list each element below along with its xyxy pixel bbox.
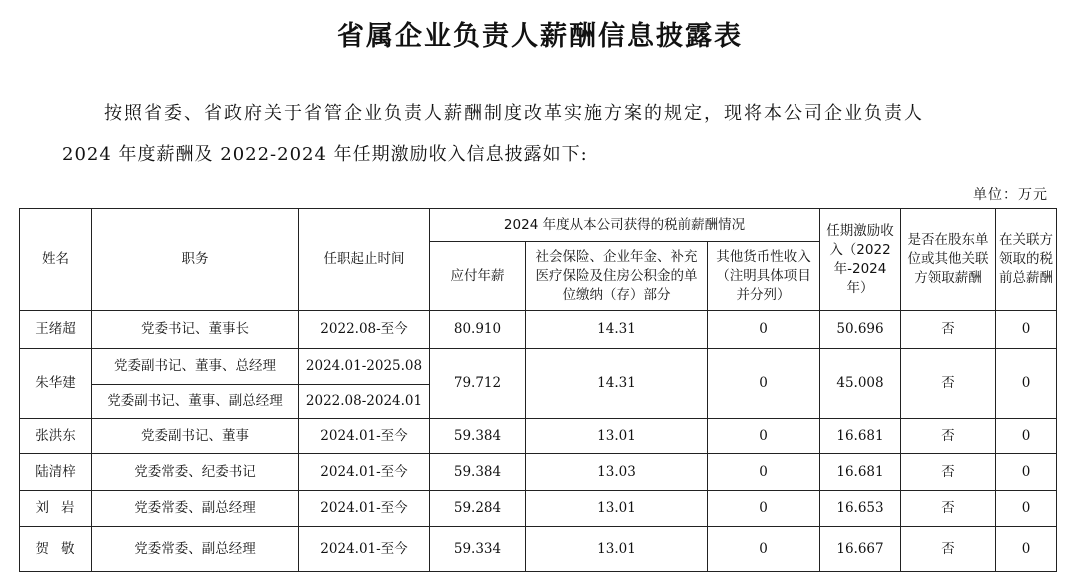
- header-incentive: 任期激励收入（2022 年-2024 年）: [820, 209, 901, 311]
- cell-position: 党委副书记、董事、副总经理: [92, 385, 299, 419]
- page-title: 省属企业负责人薪酬信息披露表: [337, 21, 743, 52]
- header-related-total: 在关联方领取的税前总薪酬: [996, 209, 1057, 311]
- header-other: 其他货币性收入（注明具体项目并分列）: [708, 242, 820, 311]
- table-row: [20, 311, 1057, 349]
- cell-term: 2024.01-至今: [299, 491, 430, 527]
- cell-other: 0: [708, 527, 820, 572]
- cell-other: 0: [708, 349, 820, 419]
- cell-other: 0: [708, 454, 820, 491]
- cell-related: 否: [901, 349, 996, 419]
- cell-related-total: 0: [996, 491, 1057, 527]
- header-salary-group: 2024 年度从本公司获得的税前薪酬情况: [430, 209, 820, 242]
- cell-term: 2024.01-至今: [299, 527, 430, 572]
- intro-line-1: 按照省委、省政府关于省管企业负责人薪酬制度改革实施方案的规定，现将本公司企业负责人: [104, 103, 924, 124]
- cell-salary: 59.384: [430, 454, 526, 491]
- cell-name: 刘岩: [20, 491, 92, 527]
- cell-social: 13.03: [526, 454, 708, 491]
- cell-salary: 59.334: [430, 527, 526, 572]
- table-row: [20, 349, 1057, 385]
- table-row: [20, 454, 1057, 491]
- cell-social: 13.01: [526, 491, 708, 527]
- salary-disclosure-table: [19, 208, 1057, 572]
- intro-line-2: 2024 年度薪酬及 2022-2024 年任期激励收入信息披露如下:: [62, 144, 588, 165]
- cell-salary: 80.910: [430, 311, 526, 349]
- cell-position: 党委书记、董事长: [92, 311, 299, 349]
- cell-related: 否: [901, 491, 996, 527]
- cell-salary: 59.284: [430, 491, 526, 527]
- header-salary: 应付年薪: [430, 242, 526, 311]
- unit-label: 单位：万元: [973, 187, 1048, 203]
- cell-position: 党委常委、副总经理: [92, 527, 299, 572]
- cell-incentive: 16.681: [820, 454, 901, 491]
- cell-related-total: 0: [996, 527, 1057, 572]
- table-row: [20, 491, 1057, 527]
- table-row: [20, 527, 1057, 572]
- cell-social: 13.01: [526, 419, 708, 454]
- cell-related: 否: [901, 527, 996, 572]
- cell-social: 14.31: [526, 311, 708, 349]
- cell-term: 2022.08-至今: [299, 311, 430, 349]
- cell-name: 朱华建: [20, 349, 92, 419]
- cell-other: 0: [708, 419, 820, 454]
- cell-related: 否: [901, 311, 996, 349]
- cell-social: 13.01: [526, 527, 708, 572]
- cell-salary: 79.712: [430, 349, 526, 419]
- cell-term: 2024.01-至今: [299, 454, 430, 491]
- cell-name: 陆清梓: [20, 454, 92, 491]
- cell-position: 党委常委、副总经理: [92, 491, 299, 527]
- cell-social: 14.31: [526, 349, 708, 419]
- header-term: 任职起止时间: [299, 209, 430, 311]
- cell-other: 0: [708, 311, 820, 349]
- cell-incentive: 50.696: [820, 311, 901, 349]
- cell-other: 0: [708, 491, 820, 527]
- table-row: [20, 419, 1057, 454]
- header-related: 是否在股东单位或其他关联方领取薪酬: [901, 209, 996, 311]
- cell-name: 王绪超: [20, 311, 92, 349]
- cell-position: 党委副书记、董事: [92, 419, 299, 454]
- cell-name: 贺敬: [20, 527, 92, 572]
- header-social: 社会保险、企业年金、补充医疗保险及住房公积金的单位缴纳（存）部分: [526, 242, 708, 311]
- cell-position: 党委副书记、董事、总经理: [92, 349, 299, 385]
- cell-position: 党委常委、纪委书记: [92, 454, 299, 491]
- cell-related: 否: [901, 419, 996, 454]
- header-name: 姓名: [20, 209, 92, 311]
- cell-related-total: 0: [996, 349, 1057, 419]
- cell-related-total: 0: [996, 454, 1057, 491]
- cell-related-total: 0: [996, 419, 1057, 454]
- cell-incentive: 45.008: [820, 349, 901, 419]
- cell-term: 2024.01-至今: [299, 419, 430, 454]
- header-position: 职务: [92, 209, 299, 311]
- cell-salary: 59.384: [430, 419, 526, 454]
- cell-term: 2024.01-2025.08: [299, 349, 430, 385]
- cell-name: 张洪东: [20, 419, 92, 454]
- cell-term: 2022.08-2024.01: [299, 385, 430, 419]
- cell-incentive: 16.653: [820, 491, 901, 527]
- cell-related: 否: [901, 454, 996, 491]
- cell-related-total: 0: [996, 311, 1057, 349]
- cell-incentive: 16.667: [820, 527, 901, 572]
- cell-incentive: 16.681: [820, 419, 901, 454]
